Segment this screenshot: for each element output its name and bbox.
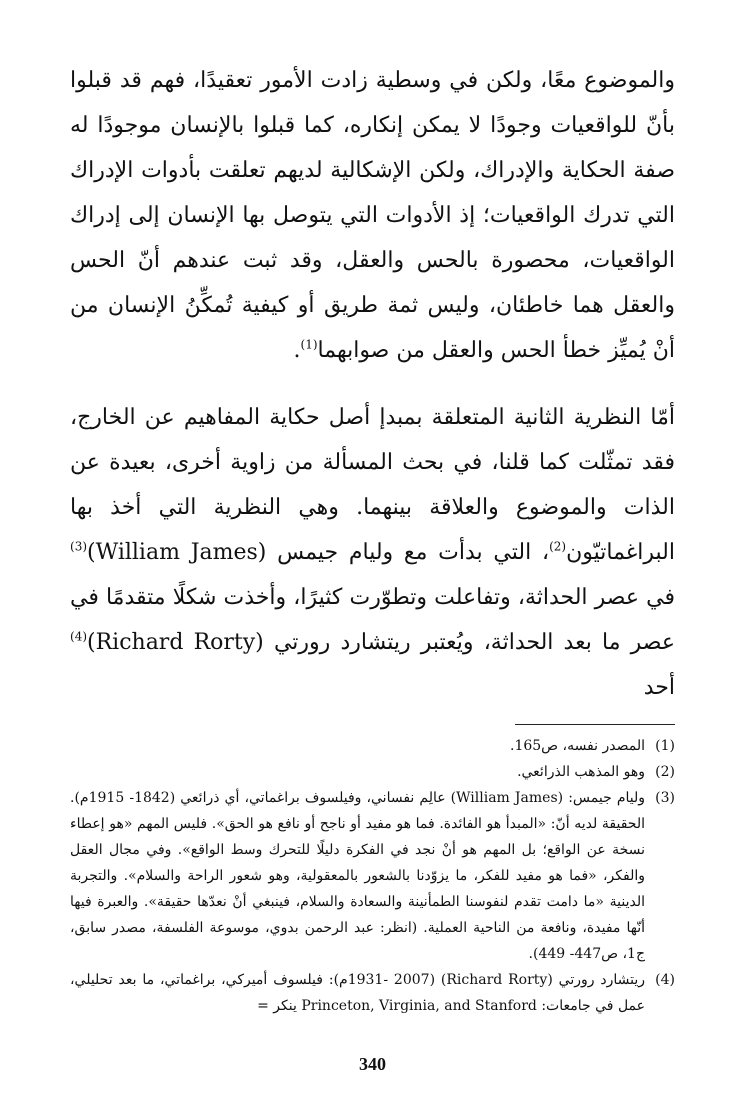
- paragraph-2-part1: أمّا النظرية الثانية المتعلقة بمبدإ أصل حكاية المفاهيم عن الخارج، فقد تمثّلت كما قلنا، في بحث المسألة من زاوية أخرى، بعيدة عن الذات والموضوع والعلاقة بينهما. وهي النظرية التي أخذ بها البراغماتيّون: [70, 405, 675, 565]
- latin-name-william-james: (William James): [87, 540, 267, 565]
- footnote-separator: [515, 724, 675, 725]
- footnote-4: [70, 967, 675, 1019]
- paragraph-2-part3: في عصر الحداثة، وتفاعلت وتطوّرت كثيرًا، وأخذت شكلًا متقدمًا في عصر ما بعد الحداثة، ويُعتبر ريتشارد رورتي: [70, 585, 676, 655]
- paragraph-2-part4: أحد: [643, 675, 675, 700]
- page-content: [70, 58, 675, 1098]
- paragraph-1-text: والموضوع معًا، ولكن في وسطية زادت الأمور تعقيدًا، فهم قد قبلوا بأنّ للواقعيات وجودًا لا يمكن إنكاره، كما قبلوا بالإنسان موجودًا له صفة الحكاية والإدراك، ولكن الإشكالية لديهم تعلقت بأدوات الإدراك التي تدرك الواقعيات؛ إذ الأدوات التي يتوصل بها الإنسان إلى إدراك الواقعيات، محصورة بالحس والعقل، وقد ثبت عندهم أنّ الحس والعقل هما خاطئان، وليس ثمة طريق أو كيفية تُمكِّنُ الإنسان من أنْ يُميِّز خطأ الحس والعقل من صوابهما: [70, 68, 675, 363]
- page-number: 340: [359, 1054, 386, 1074]
- paragraph-2: [70, 395, 675, 710]
- footnote-text: وهو المذهب الذرائعي.: [517, 764, 645, 780]
- footnote-number: (4): [655, 972, 675, 988]
- footnote-ref-1: (1): [300, 337, 318, 352]
- footnote-number: (3): [655, 790, 675, 806]
- footnote-number: (1): [655, 738, 675, 754]
- footnote-text: ريتشارد رورتي (Richard Rorty) (1931- 2007م): فيلسوف أميركي، براغماتي، ما بعد تحليلي، عمل في جامعات: Princeton, Virginia, and Stanford ينكر =: [70, 972, 645, 1014]
- footnote-2: [70, 759, 675, 785]
- footnote-number: (2): [655, 764, 675, 780]
- footnote-text: المصدر نفسه، ص165.: [509, 738, 645, 754]
- footnotes: [70, 733, 675, 1019]
- paragraph-2-part2: ، التي بدأت مع وليام جيمس: [277, 540, 550, 565]
- footnote-ref-4: (4): [70, 629, 88, 644]
- footnote-1: [70, 733, 675, 759]
- paragraph-1-end: .: [293, 338, 301, 363]
- footnote-ref-3: (3): [70, 539, 88, 554]
- footnote-3: [70, 785, 675, 967]
- paragraph-1: [70, 58, 675, 373]
- footnote-text: وليام جيمس: (William James) عالِم نفساني، وفيلسوف براغماتي، أي ذرائعي (1842- 1915م). الحقيقة لديه أنّ: «المبدأ هو الفائدة. فما هو مفيد أو ناجح أو نافع هو الحق». فليس المهم «هو إعطاء نسخة عن الواقع؛ بل المهم هو أنْ نجد في الفكرة دليلًا للتحرك وسط الواقع». وفي مجال العقل والفكر، «فما هو مفيد للفكر، ما يزوّدنا بالشعور بالمعقولية، وهو شعور الراحة والسلام». والتجربة الدينية «ما دامت تقدم لنفوسنا الطمأنينة والسعادة والسلام، فينبغي أنْ نعدّها حقيقة». والعبرة فيها أنّها مفيدة، ونافعة من الناحية العملية. (انظر: عبد الرحمن بدوي، موسوعة الفلسفة، مصدر سابق، ج1، ص447- 449).: [70, 790, 646, 962]
- latin-name-richard-rorty: (Richard Rorty): [87, 630, 264, 655]
- footnote-ref-2: (2): [549, 539, 567, 554]
